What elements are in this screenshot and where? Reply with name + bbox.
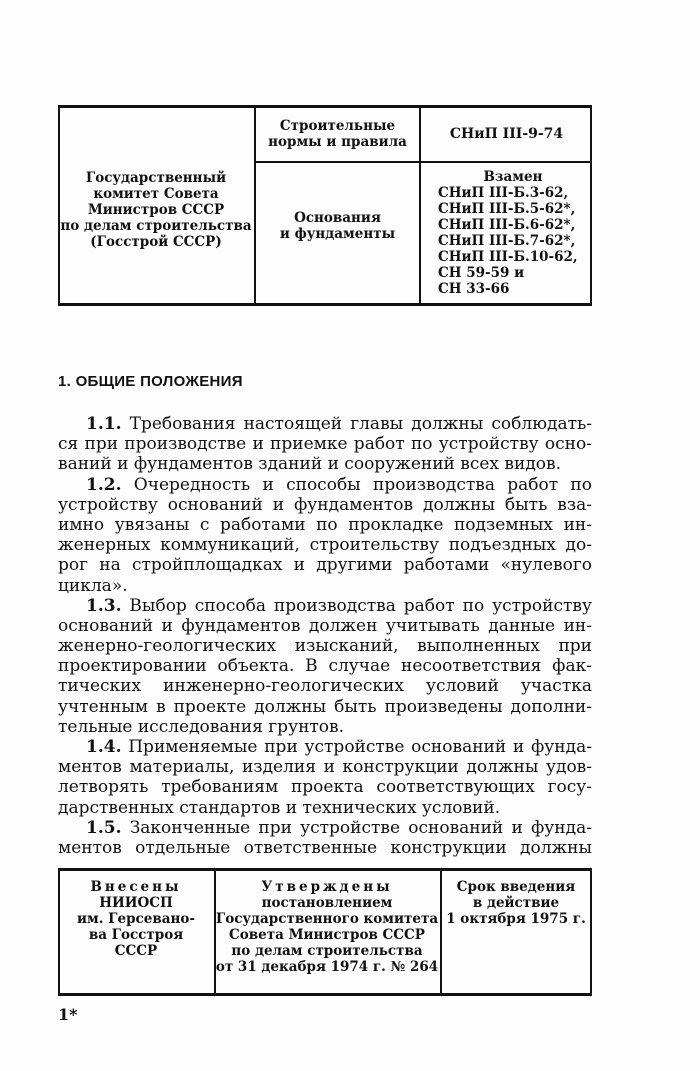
paragraph-line: [58, 576, 592, 596]
text-line: (Госстрой СССР): [90, 234, 222, 250]
line-text: Выбор способа производства работ по устройству: [121, 595, 592, 616]
text-line: Основания: [294, 210, 381, 226]
approved-by: [214, 879, 440, 975]
text-line: Внесены: [90, 879, 182, 895]
text-line: Строительные: [279, 118, 396, 134]
text-line: ва Госстроя: [88, 927, 184, 943]
text-line: Совета Министров СССР: [229, 927, 425, 943]
line-text: учтенным в проекте должны быть произведены дополни-: [58, 696, 592, 717]
page-number: 1*: [58, 1005, 78, 1024]
line-text: Требования настоящей главы должны соблюдать-: [121, 414, 592, 434]
paragraph-line: [58, 838, 592, 858]
line-text: тельные исследования грунтов.: [58, 716, 345, 737]
paragraph-line: [58, 555, 592, 575]
line-text: Законченные при устройстве оснований и фунда-: [121, 817, 592, 838]
text-line: Государственного комитета: [215, 911, 439, 927]
text-line: СНиП III-Б.7-62*,: [438, 233, 576, 249]
paragraph-line: [58, 475, 592, 495]
paragraph-line: [58, 495, 592, 515]
category: [256, 118, 419, 150]
line-text: женерных коммуникаций, строительству подъездных до-: [58, 535, 592, 556]
paragraph-line: [58, 434, 592, 454]
line-text: тических инженерно-геологических условий участка: [58, 676, 592, 697]
text-line: СНиП III-Б.3-62,: [438, 185, 569, 201]
text-line: СНиП III-Б.5-62*,: [438, 201, 576, 217]
paragraph-line: [58, 414, 592, 434]
line-text: рог на стройплощадках и другими работами «нулевого: [58, 555, 592, 576]
text-line: СН 33-66: [438, 281, 510, 297]
line-text: женерно-геологических изысканий, выполненных при: [58, 636, 592, 657]
code: СНиП III-9-74: [449, 126, 564, 142]
effective-date: [440, 879, 592, 927]
introduced-by: [58, 879, 214, 959]
text-line: постановлением: [261, 895, 393, 911]
paragraph-number: 1.2.: [86, 474, 122, 495]
text-line: Министров СССР: [87, 202, 225, 218]
line-text: проектировании объекта. В случае несоответствия фак-: [58, 656, 592, 677]
text-line: и фундаменты: [279, 226, 396, 242]
text-line: по делам строительства: [231, 943, 423, 959]
paragraph-line: [58, 818, 592, 838]
text-line: 1 октября 1975 г.: [446, 911, 586, 927]
paragraph-line: [58, 737, 592, 757]
text-line: СССР: [114, 943, 158, 959]
paragraph-number: 1.5.: [86, 817, 122, 838]
section-title: 1. ОБЩИЕ ПОЛОЖЕНИЯ: [58, 373, 243, 390]
text-line: Государственный: [85, 170, 227, 186]
line-text: ся при производстве и приемке работ по устройству осно-: [58, 434, 592, 455]
line-text: имно увязаны с работами по прокладке подземных ин-: [58, 514, 592, 535]
text-line: СН 59-59 и: [438, 265, 525, 281]
header-table: [58, 105, 592, 306]
text-line: нормы и правила: [268, 134, 407, 150]
paragraph-line: [58, 535, 592, 555]
line-text: дарственных стандартов и технических условий.: [58, 797, 501, 818]
body-text: [58, 414, 592, 858]
paragraph-line: [58, 515, 592, 535]
paragraph-line: [58, 616, 592, 636]
text-line: Срок введения: [456, 879, 576, 895]
paragraph-line: [58, 676, 592, 696]
paragraph-number: 1.1.: [86, 414, 122, 434]
text-line: Утверждены: [261, 879, 393, 895]
line-text: летворять требованиям проекта соответствующих госу-: [58, 777, 592, 798]
paragraph-number: 1.4.: [86, 737, 122, 757]
issuer: [58, 170, 254, 250]
text-line: по делам строительства: [60, 218, 252, 234]
line-text: ментов отдельные ответственные конструкции должны: [58, 837, 592, 858]
paragraph-line: [58, 454, 592, 474]
line-text: цикла».: [58, 575, 128, 596]
text-line: в действие: [472, 895, 560, 911]
paragraph-line: [58, 636, 592, 656]
text-line: комитет Совета: [93, 186, 219, 202]
paragraph-line: [58, 777, 592, 797]
paragraph-line: [58, 656, 592, 676]
replaces: [438, 169, 588, 297]
footer-table: [58, 868, 592, 996]
text-line: СНиП III-Б.6-62*,: [438, 217, 576, 233]
text-line: от 31 декабря 1974 г. № 264: [215, 959, 439, 975]
text-line: им. Герсевано-: [77, 911, 195, 927]
line-text: Очередность и способы производства работ по: [121, 474, 592, 495]
paragraph-line: [58, 596, 592, 616]
line-text: Применяемые при устройстве оснований и фунда-: [121, 737, 592, 757]
line-text: устройству оснований и фундаментов должны быть вза-: [58, 494, 592, 515]
paragraph-line: [58, 717, 592, 737]
line-text: ментов материалы, изделия и конструкции должны удов-: [58, 757, 592, 778]
paragraph-number: 1.3.: [86, 595, 122, 616]
replaces-label: Взамен: [483, 169, 543, 185]
text-line: СНиП III-Б.10-62,: [438, 249, 578, 265]
line-text: ваний и фундаментов зданий и сооружений всех видов.: [58, 454, 562, 475]
subject: [256, 210, 419, 242]
paragraph-line: [58, 697, 592, 717]
paragraph-line: [58, 757, 592, 777]
line-text: оснований и фундаментов должен учитывать данные ин-: [58, 615, 592, 636]
text-line: НИИОСП: [99, 895, 173, 911]
paragraph-line: [58, 798, 592, 818]
